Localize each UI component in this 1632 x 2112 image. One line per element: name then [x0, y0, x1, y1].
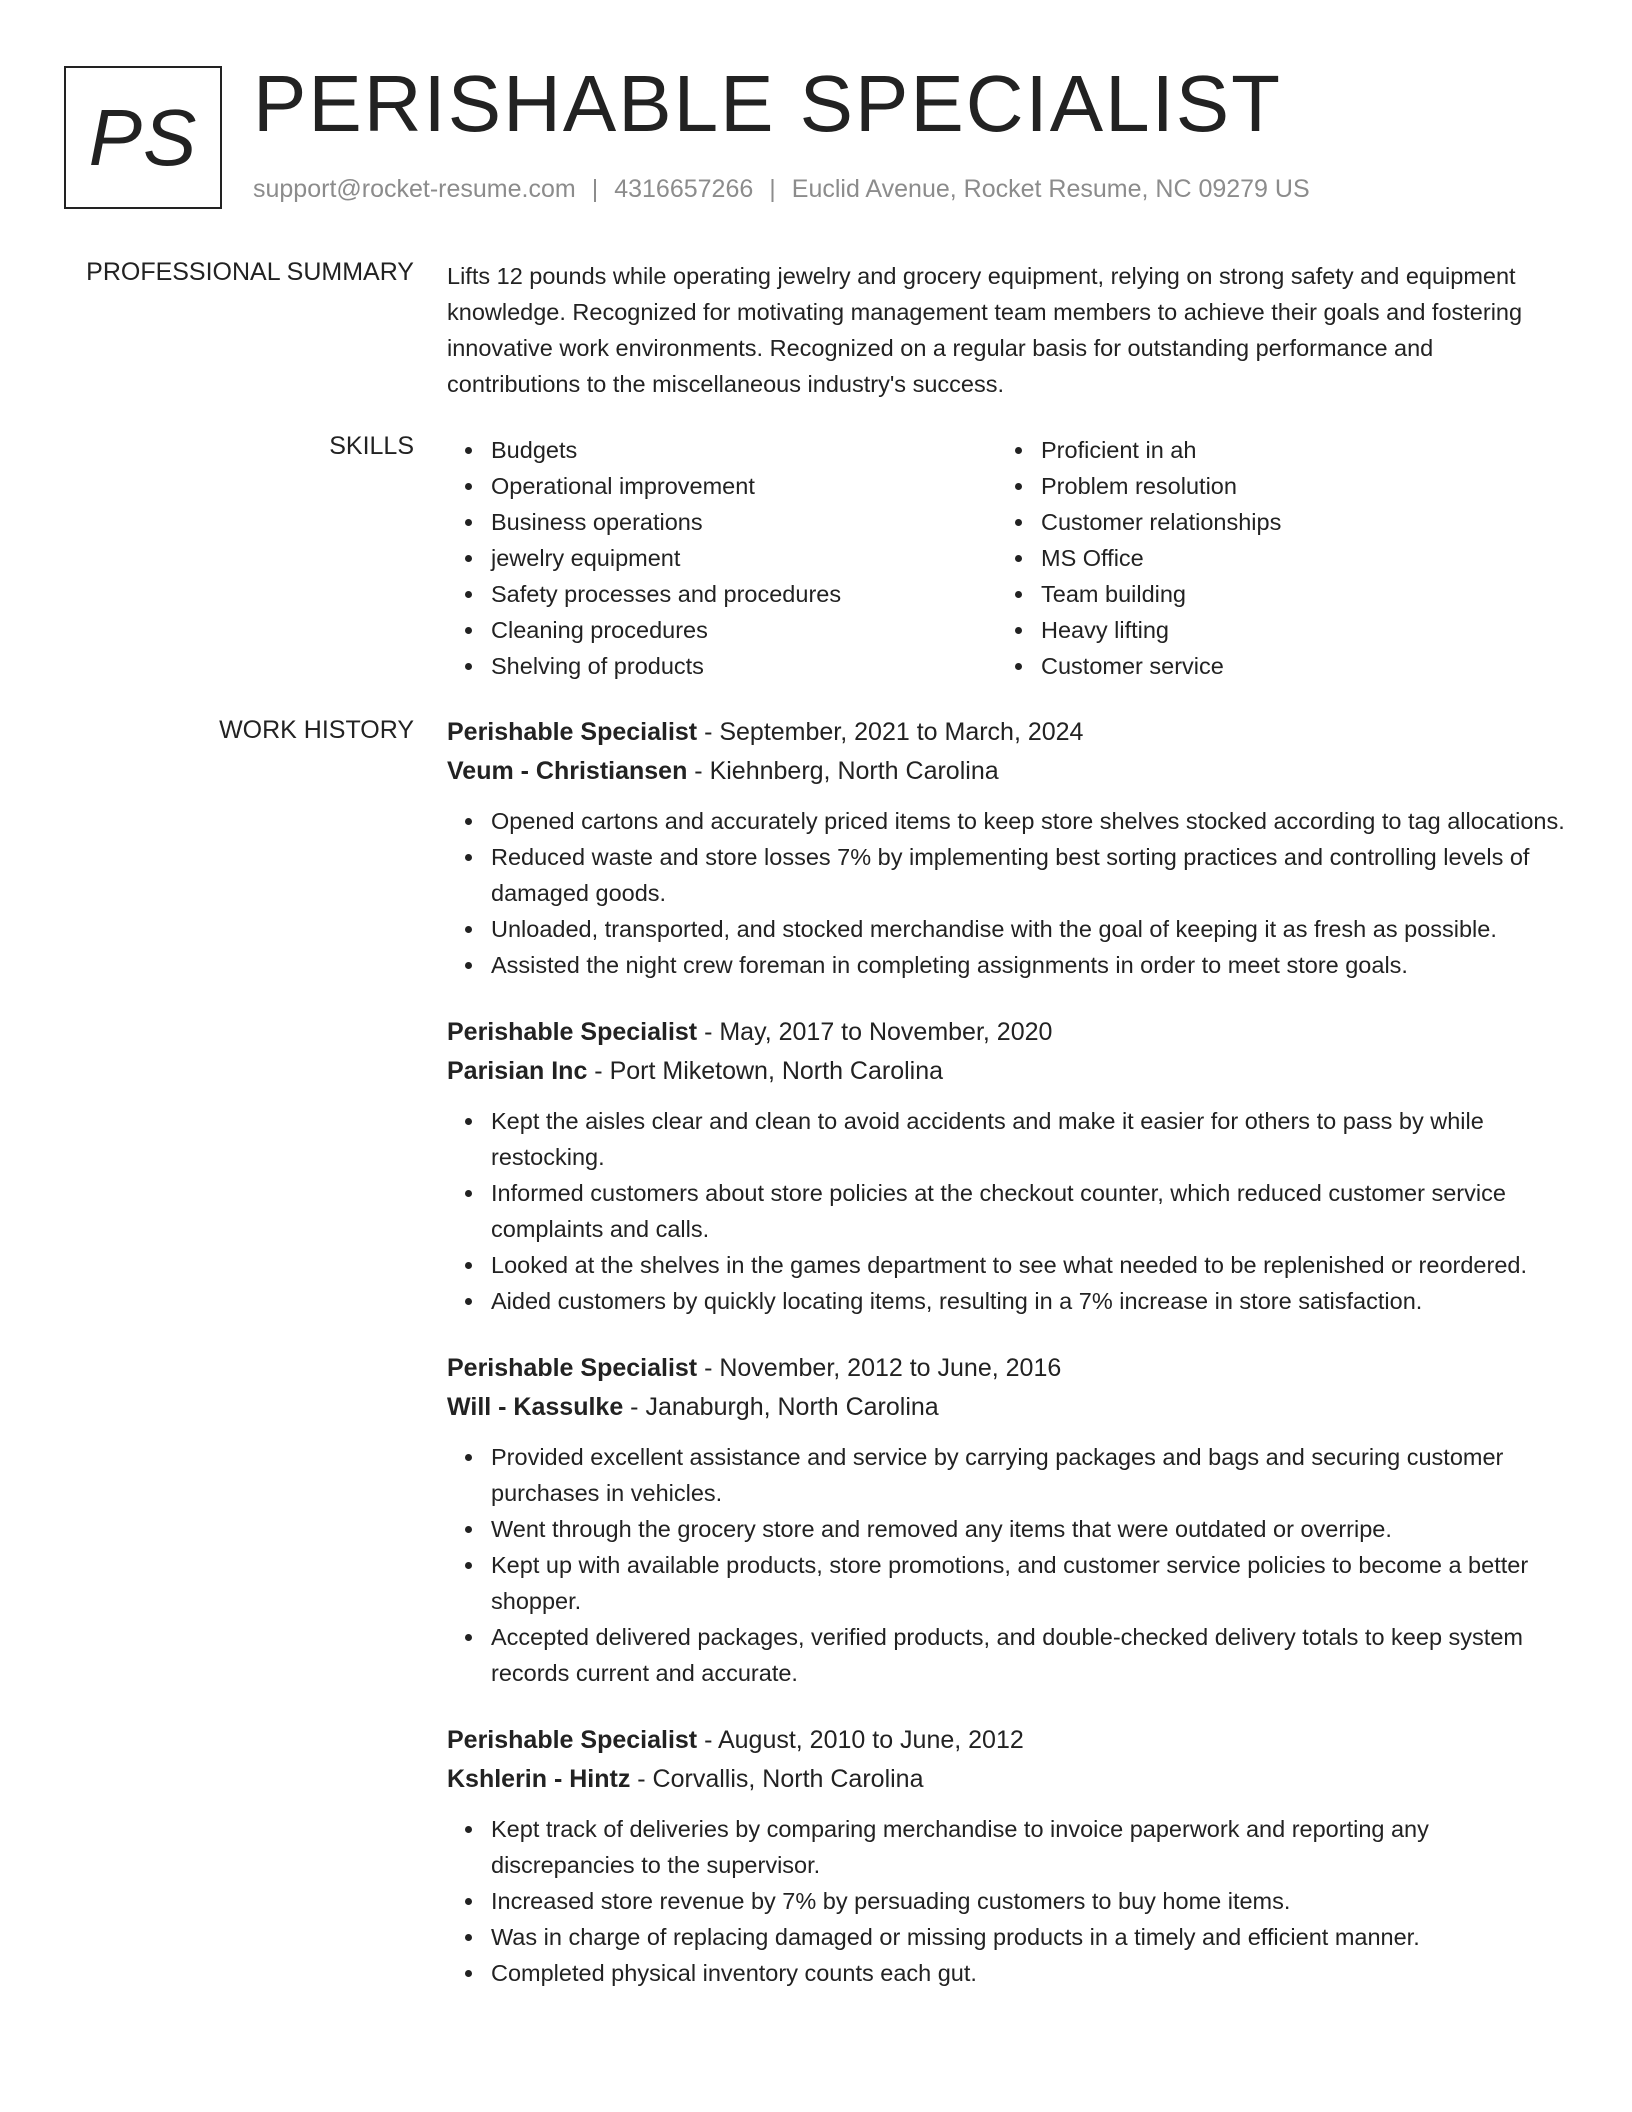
summary-text: Lifts 12 pounds while operating jewelry and grocery equipment, relying on strong safety and equipment knowledge. Recognized for motivating management team members to achieve their goals and fostering innovative work environments. Recognized on a regular basis for outstanding performance and contributions to the miscellaneous industry's success. [447, 263, 1523, 397]
skills-list [447, 432, 1567, 684]
skill-item: Business operations [447, 504, 997, 540]
skill-item: jewelry equipment [447, 540, 997, 576]
job-bullet: Kept up with available products, store promotions, and customer service policies to become a better shopper. [447, 1547, 1567, 1619]
job-bullet: Increased store revenue by 7% by persuading customers to buy home items. [447, 1883, 1567, 1919]
initials-monogram [64, 66, 222, 209]
skill-item: Problem resolution [997, 468, 1547, 504]
job-dates: - September, 2021 to March, 2024 [697, 718, 1084, 746]
contact-separator: | [591, 175, 599, 203]
job-bullet: Looked at the shelves in the games department to see what needed to be replenished or reordered. [447, 1247, 1567, 1283]
job-bullet: Assisted the night crew foreman in completing assignments in order to meet store goals. [447, 947, 1567, 983]
skills-heading: SKILLS [329, 432, 414, 460]
skill-item: Shelving of products [447, 648, 997, 684]
job-bullets [447, 1439, 1567, 1691]
job-title-line [447, 713, 1567, 751]
job-entry [447, 1013, 1567, 1319]
job-title: Perishable Specialist [447, 718, 698, 746]
job-bullet: Kept the aisles clear and clean to avoid accidents and make it easier for others to pass by while restocking. [447, 1103, 1567, 1175]
job-location: - Corvallis, North Carolina [630, 1765, 924, 1793]
job-bullet: Aided customers by quickly locating items, resulting in a 7% increase in store satisfaction. [447, 1283, 1567, 1319]
contact-email: support@rocket-resume.com [253, 175, 576, 203]
skill-item: Cleaning procedures [447, 612, 997, 648]
skill-item: Proficient in ah [997, 432, 1547, 468]
resume-name: PERISHABLE SPECIALIST [253, 59, 1283, 148]
skill-item: Customer service [997, 648, 1547, 684]
job-location: - Port Miketown, North Carolina [587, 1057, 944, 1085]
job-bullet: Accepted delivered packages, verified products, and double-checked delivery totals to keep system records current and accurate. [447, 1619, 1567, 1691]
job-bullets [447, 803, 1567, 983]
job-dates: - November, 2012 to June, 2016 [697, 1354, 1062, 1382]
job-entry [447, 1349, 1567, 1691]
contact-address: Euclid Avenue, Rocket Resume, NC 09279 US [791, 175, 1310, 203]
job-location: - Kiehnberg, North Carolina [687, 757, 999, 785]
job-title: Perishable Specialist [447, 1354, 698, 1382]
job-entry [447, 1721, 1567, 1991]
job-bullet: Was in charge of replacing damaged or missing products in a timely and efficient manner. [447, 1919, 1567, 1955]
initials-text: PS [88, 92, 198, 182]
job-bullet: Provided excellent assistance and service by carrying packages and bags and securing customer purchases in vehicles. [447, 1439, 1567, 1511]
job-bullet: Went through the grocery store and removed any items that were outdated or overripe. [447, 1511, 1567, 1547]
job-title-line [447, 1013, 1567, 1051]
skill-item: Operational improvement [447, 468, 997, 504]
job-bullet: Completed physical inventory counts each gut. [447, 1955, 1567, 1991]
job-company-line [447, 1759, 1567, 1799]
job-location: - Janaburgh, North Carolina [623, 1393, 939, 1421]
work-history-list [447, 713, 1567, 2021]
job-bullet: Reduced waste and store losses 7% by implementing best sorting practices and controlling levels of damaged goods. [447, 839, 1567, 911]
job-company-line [447, 1387, 1567, 1427]
skills-column-right [997, 432, 1547, 684]
job-company-line [447, 1051, 1567, 1091]
job-company: Will - Kassulke [447, 1393, 624, 1421]
job-title-line [447, 1349, 1567, 1387]
skill-item: Budgets [447, 432, 997, 468]
job-dates: - August, 2010 to June, 2012 [697, 1726, 1024, 1754]
job-title: Perishable Specialist [447, 1018, 698, 1046]
job-bullet: Kept track of deliveries by comparing merchandise to invoice paperwork and reporting any discrepancies to the supervisor. [447, 1811, 1567, 1883]
job-company: Kshlerin - Hintz [447, 1765, 631, 1793]
job-bullet: Unloaded, transported, and stocked merchandise with the goal of keeping it as fresh as possible. [447, 911, 1567, 947]
contact-line [253, 175, 1310, 204]
skill-item: Customer relationships [997, 504, 1547, 540]
skill-item: MS Office [997, 540, 1547, 576]
skills-column-left [447, 432, 997, 684]
summary-heading: PROFESSIONAL SUMMARY [86, 258, 414, 286]
skill-item: Team building [997, 576, 1547, 612]
skill-item: Safety processes and procedures [447, 576, 997, 612]
job-company: Parisian Inc [447, 1057, 588, 1085]
job-bullets [447, 1103, 1567, 1319]
job-title: Perishable Specialist [447, 1726, 698, 1754]
job-entry [447, 713, 1567, 983]
job-bullet: Informed customers about store policies at the checkout counter, which reduced customer service complaints and calls. [447, 1175, 1567, 1247]
job-bullet: Opened cartons and accurately priced items to keep store shelves stocked according to tag allocations. [447, 803, 1567, 839]
skill-item: Heavy lifting [997, 612, 1547, 648]
contact-phone: 4316657266 [614, 175, 754, 203]
job-bullets [447, 1811, 1567, 1991]
job-title-line [447, 1721, 1567, 1759]
job-company-line [447, 751, 1567, 791]
work-history-heading: WORK HISTORY [219, 716, 414, 744]
job-dates: - May, 2017 to November, 2020 [697, 1018, 1053, 1046]
contact-separator: | [769, 175, 776, 203]
job-company: Veum - Christiansen [447, 757, 688, 785]
